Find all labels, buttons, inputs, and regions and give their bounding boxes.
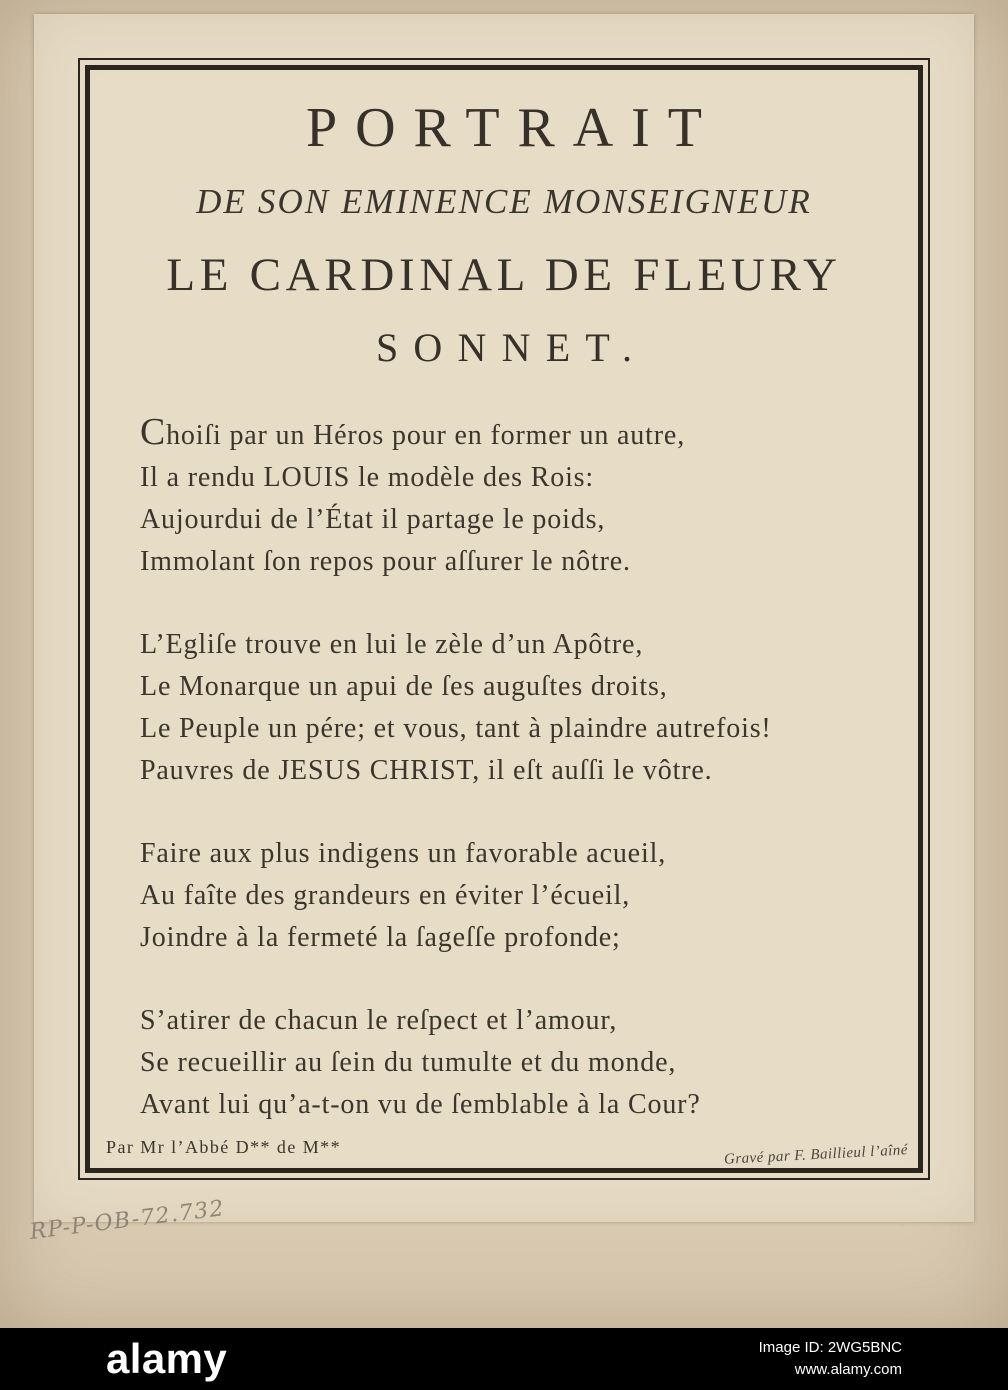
stanza-2 bbox=[140, 624, 898, 792]
poem-line: Avant lui qu’a-t-on vu de ſemblable à la Cour? bbox=[140, 1089, 701, 1120]
sonnet-text bbox=[90, 411, 918, 1126]
stanza-4 bbox=[140, 1000, 898, 1126]
poem-line: Pauvres de JESUS CHRIST, il eſt auſſi le vôtre. bbox=[140, 755, 713, 786]
watermark-bar bbox=[0, 1328, 1008, 1390]
engraver-signature: Gravé par F. Baillieul l’aîné bbox=[723, 1142, 909, 1168]
poem-line: L’Egliſe trouve en lui le zèle d’un Apôtre, bbox=[140, 629, 644, 660]
genre-line: SONNET. bbox=[375, 325, 648, 370]
poem-line: Se recueillir au ſein du tumulte et du monde, bbox=[140, 1047, 677, 1078]
poem-line: S’atirer de chacun le reſpect et l’amour, bbox=[140, 1005, 618, 1036]
poem-line: Au faîte des grandeurs en éviter l’écueil, bbox=[140, 880, 631, 911]
poem-line: Le Monarque un apui de ſes auguſtes droits, bbox=[140, 671, 668, 702]
poem-line: Immolant ſon repos pour aſſurer le nôtre. bbox=[140, 546, 631, 577]
print-content bbox=[90, 70, 918, 1168]
poem-line: Faire aux plus indigens un favorable acueil, bbox=[140, 838, 667, 869]
author-credit: Par Mr l’Abbé D** de M** bbox=[106, 1137, 342, 1157]
stanza-1 bbox=[140, 411, 898, 583]
dedication-line: DE SON EMINENCE MONSEIGNEUR bbox=[196, 182, 812, 221]
stanza-3 bbox=[140, 833, 898, 959]
poem-line: Choiſi par un Héros pour en former un autre, bbox=[140, 411, 686, 453]
poem-line: Le Peuple un pére; et vous, tant à plaindre autrefois! bbox=[140, 713, 772, 744]
inventory-number: RP-P-OB-72.732 bbox=[28, 1196, 227, 1245]
border-frame bbox=[78, 58, 930, 1180]
poem-line: Aujourdui de l’État il partage le poids, bbox=[140, 504, 606, 535]
page-title: PORTRAIT bbox=[306, 97, 720, 159]
image-id: Image ID: 2WG5BNC bbox=[758, 1339, 902, 1357]
poem-line: Joindre à la fermeté la ſageſſe profonde; bbox=[140, 922, 621, 953]
border-frame-inner bbox=[85, 65, 923, 1173]
plate-mark bbox=[34, 14, 974, 1222]
subject-line: LE CARDINAL DE FLEURY bbox=[166, 249, 842, 301]
alamy-logo: alamy bbox=[106, 1335, 228, 1382]
poem-line: Il a rendu LOUIS le modèle des Rois: bbox=[140, 462, 595, 493]
alamy-url: www.alamy.com bbox=[794, 1361, 902, 1378]
watermark-info bbox=[759, 1337, 902, 1381]
